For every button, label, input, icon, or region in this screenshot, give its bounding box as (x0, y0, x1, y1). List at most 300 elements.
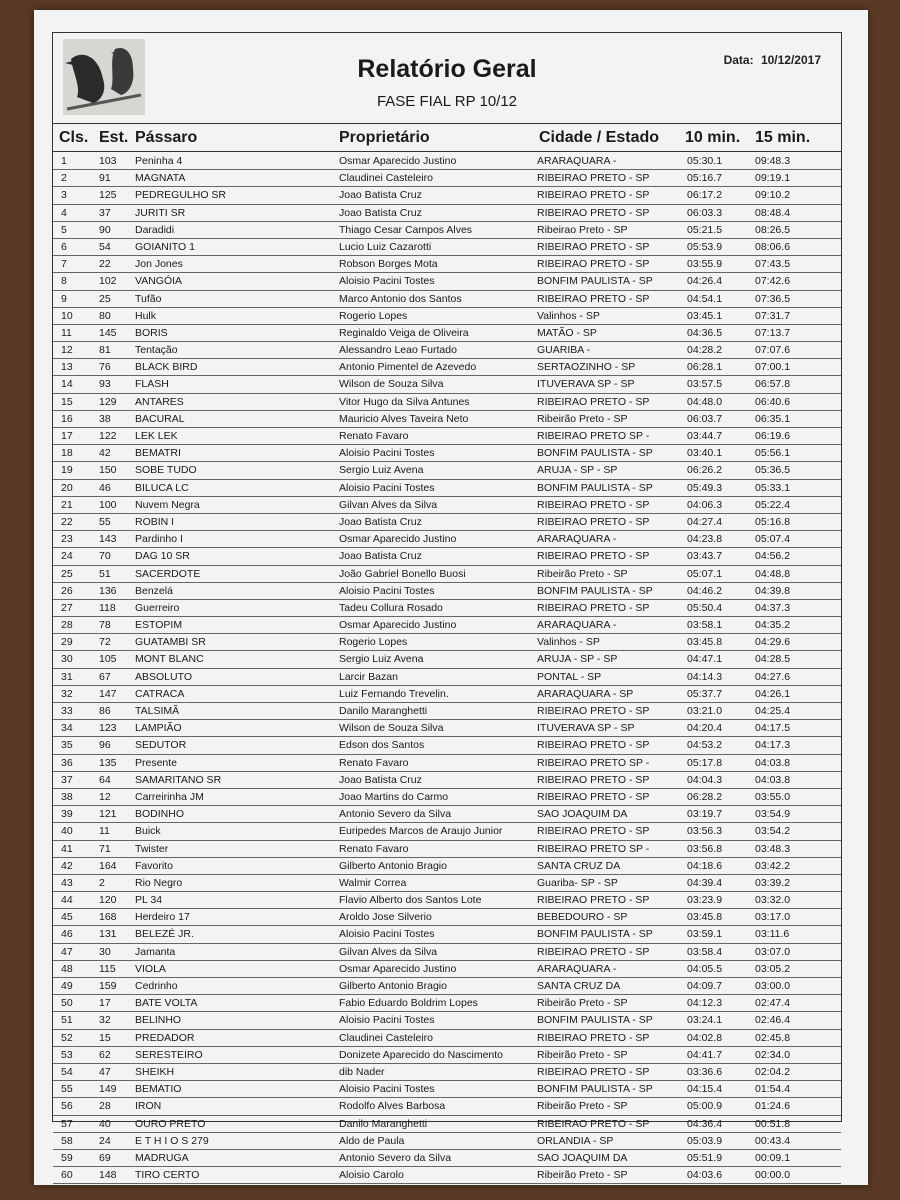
table-row (53, 342, 841, 359)
cell-cls: 16 (61, 412, 73, 425)
cell-10min: 03:45.8 (687, 636, 723, 649)
cell-cls: 57 (61, 1117, 73, 1130)
cell-proprietario: Rogerio Lopes (339, 309, 408, 322)
cell-proprietario: Wilson de Souza Silva (339, 378, 444, 391)
cell-est: 76 (99, 361, 111, 374)
cell-15min: 02:45.8 (755, 1031, 791, 1044)
cell-passaro: ESTOPIM (135, 619, 183, 632)
cell-15min: 08:06.6 (755, 240, 791, 253)
header-cls: Cls. (59, 129, 89, 146)
cell-proprietario: Aldo de Paula (339, 1134, 405, 1147)
header-est: Est. (99, 129, 129, 146)
cell-passaro: GOIANITO 1 (135, 240, 195, 253)
cell-15min: 03:42.2 (755, 859, 791, 872)
table-row (53, 394, 841, 411)
cell-cidade: RIBEIRAO PRETO - SP (537, 498, 650, 511)
cell-est: 122 (99, 430, 117, 442)
cell-proprietario: Renato Favaro (339, 842, 409, 855)
cell-cls: 49 (61, 980, 73, 992)
cell-10min: 03:44.7 (687, 430, 723, 442)
cell-est: 103 (99, 155, 117, 167)
cell-15min: 03:55.0 (755, 790, 791, 803)
table-row (53, 291, 841, 308)
table-row (53, 583, 841, 600)
cell-15min: 07:36.5 (755, 292, 791, 305)
cell-est: 62 (99, 1048, 111, 1061)
cell-10min: 04:48.0 (687, 395, 723, 408)
cell-cls: 58 (61, 1134, 73, 1147)
cell-proprietario: Edson dos Santos (339, 739, 425, 752)
cell-cidade: RIBEIRAO PRETO - SP (537, 773, 650, 786)
cell-10min: 03:43.7 (687, 550, 723, 563)
cell-cidade: RIBEIRAO PRETO - SP (537, 825, 650, 838)
cell-cls: 5 (61, 223, 67, 236)
cell-proprietario: Euripedes Marcos de Araujo Junior (339, 825, 503, 838)
cell-10min: 04:20.4 (687, 722, 723, 735)
cell-cls: 25 (61, 567, 73, 580)
cell-15min: 04:17.3 (755, 739, 791, 752)
cell-cls: 4 (61, 206, 67, 219)
cell-passaro: FLASH (135, 378, 169, 391)
cell-10min: 05:07.1 (687, 567, 723, 580)
cell-proprietario: Claudinei Casteleiro (339, 172, 433, 185)
cell-est: 17 (99, 997, 111, 1010)
cell-cidade: RIBEIRAO PRETO - SP (537, 790, 650, 803)
cell-15min: 07:31.7 (755, 309, 791, 322)
cell-passaro: LAMPIÃO (135, 722, 182, 735)
cell-proprietario: Aloisio Pacini Tostes (339, 1083, 435, 1096)
cell-cls: 48 (61, 962, 73, 975)
table-row (53, 480, 841, 497)
cell-15min: 07:00.1 (755, 361, 791, 374)
cell-15min: 02:34.0 (755, 1048, 791, 1061)
cell-15min: 03:07.0 (755, 945, 791, 958)
cell-cidade: BONFIM PAULISTA - SP (537, 447, 653, 460)
cell-cidade: Ribeirão Preto - SP (537, 1048, 628, 1061)
table-row (53, 1064, 841, 1081)
cell-cls: 10 (61, 309, 73, 322)
cell-passaro: Tufão (135, 292, 162, 305)
cell-15min: 06:57.8 (755, 378, 791, 391)
cell-15min: 03:32.0 (755, 894, 791, 907)
table-row (53, 359, 841, 376)
cell-10min: 03:23.9 (687, 894, 723, 907)
cell-proprietario: Walmir Correa (339, 876, 407, 889)
cell-15min: 02:47.4 (755, 997, 791, 1010)
cell-est: 40 (99, 1117, 111, 1130)
cell-est: 2 (99, 876, 105, 889)
cell-proprietario: Aroldo Jose Silverio (339, 911, 432, 924)
cell-proprietario: Vitor Hugo da Silva Antunes (339, 395, 470, 408)
cell-cls: 52 (61, 1031, 73, 1044)
cell-proprietario: Lucio Luiz Cazarotti (339, 240, 432, 253)
cell-10min: 04:12.3 (687, 997, 723, 1010)
cell-proprietario: Donizete Aparecido do Nascimento (339, 1048, 504, 1061)
table-row (53, 1098, 841, 1115)
table-row (53, 858, 841, 875)
cell-passaro: Carreirinha JM (135, 790, 204, 803)
cell-passaro: SERESTEIRO (135, 1048, 203, 1061)
cell-cls: 40 (61, 825, 73, 838)
cell-cidade: ARARAQUARA - (537, 533, 617, 546)
cell-est: 86 (99, 705, 111, 717)
cell-cls: 31 (61, 670, 73, 683)
cell-15min: 03:05.2 (755, 962, 791, 975)
cell-10min: 05:49.3 (687, 481, 723, 494)
header-passaro: Pássaro (135, 129, 198, 146)
cell-cidade: Ribeirão Preto - SP (537, 567, 628, 580)
cell-cidade: Ribeirão Preto - SP (537, 1169, 628, 1182)
cell-10min: 03:56.8 (687, 842, 723, 855)
table-row (53, 651, 841, 668)
cell-passaro: Daradidi (135, 223, 175, 236)
cell-10min: 04:15.4 (687, 1083, 723, 1096)
cell-cidade: RIBEIRAO PRETO SP - (537, 842, 650, 855)
table-row (53, 548, 841, 565)
header-proprietario: Proprietário (339, 129, 430, 146)
table-row (53, 376, 841, 393)
cell-10min: 05:17.8 (687, 756, 723, 769)
cell-10min: 04:28.2 (687, 344, 723, 357)
cell-cidade: RIBEIRAO PRETO - SP (537, 206, 650, 219)
cell-passaro: BEMATIO (135, 1083, 182, 1096)
table-row (53, 308, 841, 325)
cell-proprietario: João Gabriel Bonello Buosi (339, 567, 466, 580)
cell-passaro: Twister (135, 842, 169, 855)
cell-cidade: RIBEIRAO PRETO SP - (537, 430, 650, 442)
header-cidade: Cidade / Estado (539, 129, 660, 146)
table-row (53, 995, 841, 1012)
cell-10min: 06:03.3 (687, 206, 723, 219)
cell-passaro: TALSIMÃ (135, 705, 180, 717)
cell-15min: 06:35.1 (755, 412, 791, 425)
cell-passaro: BACURAL (135, 412, 185, 425)
cell-cls: 59 (61, 1151, 73, 1164)
cell-15min: 06:40.6 (755, 395, 791, 408)
cell-proprietario: Aloisio Carolo (339, 1169, 404, 1182)
report-frame (52, 32, 842, 1182)
cell-passaro: BODINHO (135, 808, 185, 821)
table-row (53, 497, 841, 514)
cell-proprietario: Danilo Maranghetti (339, 1117, 428, 1130)
cell-cidade: RIBEIRAO PRETO - SP (537, 894, 650, 907)
cell-cls: 15 (61, 395, 73, 408)
cell-passaro: MONT BLANC (135, 653, 204, 666)
cell-est: 131 (99, 928, 117, 941)
cell-passaro: Peninha 4 (135, 155, 183, 167)
cell-cls: 1 (61, 155, 67, 167)
cell-proprietario: Joao Batista Cruz (339, 515, 422, 528)
cell-cls: 60 (61, 1169, 73, 1182)
cell-10min: 03:40.1 (687, 447, 723, 460)
cell-proprietario: Luiz Fernando Trevelin. (339, 687, 449, 700)
cell-cls: 46 (61, 928, 73, 941)
cell-est: 150 (99, 464, 117, 477)
cell-cidade: PONTAL - SP (537, 670, 602, 683)
cell-proprietario: Fabio Eduardo Boldrim Lopes (339, 997, 478, 1010)
cell-est: 70 (99, 550, 111, 563)
report-header (53, 33, 841, 124)
cell-15min: 07:07.6 (755, 344, 791, 357)
cell-est: 96 (99, 739, 111, 752)
cell-passaro: JURITI SR (135, 206, 186, 219)
cell-passaro: BORIS (135, 326, 168, 339)
cell-cls: 23 (61, 533, 73, 546)
cell-15min: 07:13.7 (755, 326, 791, 339)
cell-proprietario: Antonio Severo da Silva (339, 808, 452, 821)
table-row (53, 789, 841, 806)
cell-est: 149 (99, 1083, 117, 1096)
cell-proprietario: Antonio Pimentel de Azevedo (339, 361, 477, 374)
cell-cidade: SAO JOAQUIM DA (537, 808, 628, 821)
cell-passaro: BEMATRI (135, 447, 181, 460)
cell-cidade: RIBEIRAO PRETO - SP (537, 515, 650, 528)
cell-cls: 30 (61, 653, 73, 666)
cell-cls: 54 (61, 1065, 73, 1078)
cell-15min: 09:48.3 (755, 155, 791, 167)
cell-est: 28 (99, 1100, 111, 1113)
cell-passaro: Benzelá (135, 584, 173, 597)
cell-cidade: SANTA CRUZ DA (537, 859, 621, 872)
cell-cidade: Valinhos - SP (537, 309, 600, 322)
cell-cls: 41 (61, 842, 73, 855)
cell-est: 118 (99, 601, 116, 614)
cell-est: 168 (99, 911, 117, 924)
cell-cls: 47 (61, 945, 73, 958)
cell-est: 136 (99, 584, 117, 597)
cell-10min: 05:30.1 (687, 155, 723, 167)
cell-passaro: ANTARES (135, 395, 184, 408)
table-row (53, 222, 841, 239)
cell-cls: 26 (61, 584, 73, 597)
cell-est: 54 (99, 240, 111, 253)
cell-cidade: BONFIM PAULISTA - SP (537, 584, 653, 597)
table-row (53, 462, 841, 479)
cell-cidade: RIBEIRAO PRETO - SP (537, 292, 650, 305)
cell-cidade: RIBEIRAO PRETO - SP (537, 705, 650, 717)
cell-cidade: Guariba- SP - SP (537, 876, 618, 889)
cell-est: 102 (99, 275, 117, 288)
cell-10min: 05:51.9 (687, 1151, 723, 1164)
table-row (53, 944, 841, 961)
cell-10min: 05:50.4 (687, 601, 723, 614)
cell-est: 164 (99, 859, 117, 872)
cell-15min: 08:26.5 (755, 223, 791, 236)
cell-proprietario: Renato Favaro (339, 756, 409, 769)
table-row (53, 531, 841, 548)
cell-10min: 03:24.1 (687, 1014, 723, 1027)
cell-est: 120 (99, 894, 117, 907)
table-row (53, 1167, 841, 1184)
cell-proprietario: Joao Batista Cruz (339, 550, 422, 563)
cell-passaro: Rio Negro (135, 876, 183, 889)
cell-cidade: RIBEIRAO PRETO - SP (537, 1117, 650, 1130)
cell-est: 91 (99, 172, 111, 185)
cell-cidade: ARARAQUARA - (537, 619, 617, 632)
cell-15min: 04:29.6 (755, 636, 791, 649)
cell-proprietario: Joao Batista Cruz (339, 189, 422, 202)
cell-passaro: Jamanta (135, 945, 176, 958)
cell-proprietario: Tadeu Collura Rosado (339, 601, 443, 614)
cell-passaro: ROBIN I (135, 515, 175, 528)
cell-cls: 38 (61, 790, 73, 803)
cell-proprietario: Aloisio Pacini Tostes (339, 481, 435, 494)
cell-cidade: RIBEIRAO PRETO - SP (537, 258, 650, 271)
cell-10min: 04:41.7 (687, 1048, 723, 1061)
header-15min: 15 min. (755, 129, 811, 146)
cell-cidade: BONFIM PAULISTA - SP (537, 928, 653, 941)
table-row (53, 566, 841, 583)
cell-passaro: BLACK BIRD (135, 361, 198, 374)
cell-cls: 3 (61, 189, 67, 202)
cell-10min: 04:27.4 (687, 515, 723, 528)
cell-est: 159 (99, 980, 117, 992)
cell-proprietario: Renato Favaro (339, 430, 409, 442)
cell-cidade: BONFIM PAULISTA - SP (537, 275, 653, 288)
cell-10min: 03:19.7 (687, 808, 723, 821)
cell-10min: 04:06.3 (687, 498, 723, 511)
cell-15min: 03:17.0 (755, 911, 791, 924)
cell-proprietario: Osmar Aparecido Justino (339, 533, 457, 546)
cell-est: 129 (99, 395, 117, 408)
cell-cidade: RIBEIRAO PRETO - SP (537, 945, 650, 958)
cell-est: 42 (99, 447, 111, 460)
cell-proprietario: Osmar Aparecido Justino (339, 155, 457, 167)
table-row (53, 823, 841, 840)
cell-proprietario: Sergio Luiz Avena (339, 653, 424, 666)
cell-10min: 04:54.1 (687, 292, 723, 305)
cell-passaro: PREDADOR (135, 1031, 195, 1044)
cell-cls: 44 (61, 894, 73, 907)
cell-cidade: BEBEDOURO - SP (537, 911, 628, 924)
cell-proprietario: Gilberto Antonio Bragio (339, 980, 447, 992)
table-row (53, 1012, 841, 1029)
table-row (53, 772, 841, 789)
cell-10min: 05:03.9 (687, 1134, 723, 1147)
cell-cidade: SANTA CRUZ DA (537, 980, 621, 992)
cell-15min: 05:07.4 (755, 533, 791, 546)
cell-10min: 04:53.2 (687, 739, 723, 752)
table-row (53, 909, 841, 926)
cell-cls: 21 (61, 498, 73, 511)
table-row (53, 1030, 841, 1047)
table-row (53, 875, 841, 892)
cell-cls: 2 (61, 172, 67, 185)
cell-est: 125 (99, 189, 117, 202)
cell-passaro: Buick (135, 825, 161, 838)
cell-cls: 14 (61, 378, 73, 391)
cell-proprietario: Reginaldo Veiga de Oliveira (339, 326, 469, 339)
table-row (53, 926, 841, 943)
cell-cidade: MATÃO - SP (537, 326, 597, 339)
cell-proprietario: Alessandro Leao Furtado (339, 344, 457, 357)
report-subtitle: FASE FIAL RP 10/12 (376, 93, 518, 110)
cell-est: 37 (99, 206, 111, 219)
cell-cls: 51 (61, 1014, 73, 1027)
cell-cidade: RIBEIRAO PRETO - SP (537, 172, 650, 185)
table-row (53, 978, 841, 995)
cell-cls: 8 (61, 275, 67, 288)
cell-passaro: Pardinho I (135, 533, 183, 546)
cell-est: 145 (99, 326, 117, 339)
table-row (53, 325, 841, 342)
cell-10min: 05:53.9 (687, 240, 723, 253)
cell-passaro: VANGÓIA (135, 275, 183, 288)
cell-15min: 07:42.6 (755, 275, 791, 288)
cell-cls: 45 (61, 911, 73, 924)
cell-10min: 04:02.8 (687, 1031, 723, 1044)
table-row (53, 170, 841, 187)
table-row (53, 1081, 841, 1098)
table-row (53, 1133, 841, 1150)
cell-cidade: Ribeirão Preto - SP (537, 412, 628, 425)
cell-cls: 43 (61, 876, 73, 889)
cell-proprietario: Gilberto Antonio Bragio (339, 859, 447, 872)
cell-passaro: BELINHO (135, 1014, 182, 1027)
cell-10min: 04:04.3 (687, 773, 723, 786)
cell-15min: 05:33.1 (755, 481, 791, 494)
cell-est: 90 (99, 223, 111, 236)
cell-10min: 06:17.2 (687, 189, 723, 202)
cell-cidade: ARUJA - SP - SP (537, 464, 618, 477)
cell-10min: 04:05.5 (687, 962, 723, 975)
cell-cidade: ARARAQUARA - SP (537, 687, 634, 700)
cell-cls: 33 (61, 705, 73, 717)
cell-15min: 00:43.4 (755, 1134, 791, 1147)
cell-cls: 12 (61, 344, 73, 357)
cell-passaro: Nuvem Negra (135, 498, 200, 511)
cell-est: 12 (99, 790, 111, 803)
cell-15min: 04:35.2 (755, 619, 791, 632)
cell-est: 72 (99, 636, 111, 649)
cell-passaro: SAMARITANO SR (135, 773, 222, 786)
results-table (53, 153, 841, 1184)
cell-cls: 24 (61, 550, 73, 563)
cell-cls: 11 (61, 326, 72, 339)
cell-cidade: BONFIM PAULISTA - SP (537, 1014, 653, 1027)
cell-cidade: RIBEIRAO PRETO - SP (537, 240, 650, 253)
table-row (53, 1116, 841, 1133)
cell-10min: 04:47.1 (687, 653, 723, 666)
cell-15min: 04:56.2 (755, 550, 791, 563)
cell-cidade: ITUVERAVA SP - SP (537, 722, 635, 735)
cell-passaro: OURO PRETO (135, 1117, 206, 1130)
cell-est: 105 (99, 653, 117, 666)
cell-cidade: ITUVERAVA SP - SP (537, 378, 635, 391)
table-row (53, 617, 841, 634)
cell-proprietario: Claudinei Casteleiro (339, 1031, 433, 1044)
cell-15min: 03:48.3 (755, 842, 791, 855)
cell-10min: 04:46.2 (687, 584, 723, 597)
cell-est: 22 (99, 258, 111, 271)
cell-10min: 06:28.2 (687, 790, 723, 803)
cell-est: 55 (99, 515, 111, 528)
cell-est: 121 (99, 808, 117, 821)
cell-proprietario: Gilvan Alves da Silva (339, 945, 438, 958)
report-date (720, 53, 821, 67)
cell-cidade: ARARAQUARA - (537, 155, 617, 167)
cell-15min: 04:25.4 (755, 705, 791, 717)
cell-est: 46 (99, 481, 111, 494)
cell-proprietario: Mauricio Alves Taveira Neto (339, 412, 469, 425)
cell-cls: 37 (61, 773, 73, 786)
cell-15min: 05:56.1 (755, 447, 791, 460)
cell-cidade: RIBEIRAO PRETO - SP (537, 189, 650, 202)
table-row (53, 600, 841, 617)
cell-cidade: SAO JOAQUIM DA (537, 1151, 628, 1164)
table-row (53, 205, 841, 222)
cell-proprietario: Osmar Aparecido Justino (339, 962, 457, 975)
